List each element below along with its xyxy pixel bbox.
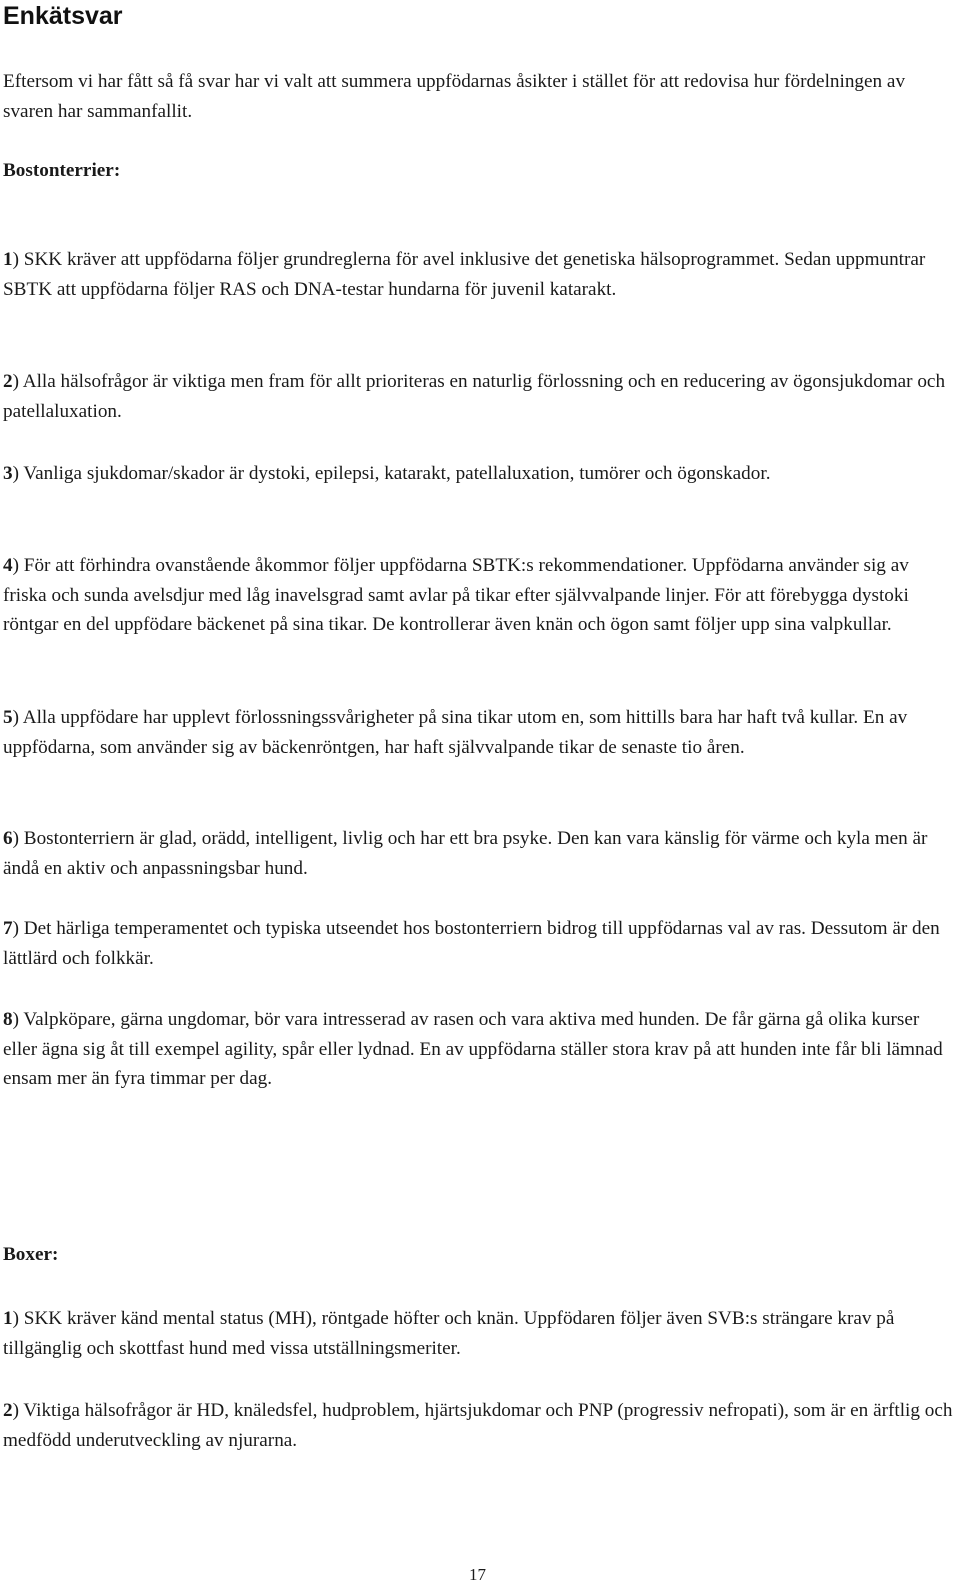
- section-heading-bostonterrier: Bostonterrier:: [3, 160, 121, 181]
- bostonterrier-item-2: 2) Alla hälsofrågor är viktiga men fram för allt prioriteras en naturlig förlossning och en reducering av ögonsjukdomar och patellaluxation.: [3, 371, 946, 422]
- bostonterrier-item-4: 4) För att förhindra ovanstående åkommor följer uppfödarna SBTK:s rekommendationer. Uppfödarna använder sig av friska och sunda avelsdjur med låg inavelsgrad samt avlar på tikar efter självvalpande linjer. För att förebygga dystoki röntgar en del uppfödare bäckenet på sina tikar. De kontrollerar även knän och ögon samt följer upp sina valpkullar.: [3, 555, 909, 635]
- bostonterrier-item-3: 3) Vanliga sjukdomar/skador är dystoki, epilepsi, katarakt, patellaluxation, tumörer och ögonskador.: [3, 463, 771, 484]
- bostonterrier-item-1: 1) SKK kräver att uppfödarna följer grundreglerna för avel inklusive det genetiska hälsoprogrammet. Sedan uppmuntrar SBTK att uppfödarna följer RAS och DNA-testar hundarna för juvenil katarakt.: [3, 249, 926, 300]
- bostonterrier-item-8: 8) Valpköpare, gärna ungdomar, bör vara intresserad av rasen och vara aktiva med hunden. De får gärna gå olika kurser eller ägna sig åt till exempel agility, spår eller lydnad. En av uppfödarna ställer stora krav på att hunden inte får bli lämnad ensam mer än fyra timmar per dag.: [3, 1009, 943, 1089]
- bostonterrier-item-7: 7) Det härliga temperamentet och typiska utseendet hos bostonterriern bidrog till uppfödarnas val av ras. Dessutom är den lättlärd och folkkär.: [3, 918, 940, 969]
- page-number: 17: [469, 1565, 486, 1584]
- page-title: Enkätsvar: [3, 2, 123, 30]
- bostonterrier-item-6: 6) Bostonterriern är glad, orädd, intelligent, livlig och har ett bra psyke. Den kan vara känslig för värme och kyla men är ändå en aktiv och anpassningsbar hund.: [3, 828, 928, 879]
- boxer-item-2: 2) Viktiga hälsofrågor är HD, knäledsfel, hudproblem, hjärtsjukdomar och PNP (progressiv nefropati), som är en ärftlig och medfödd underutveckling av njurarna.: [3, 1400, 953, 1451]
- boxer-item-1: 1) SKK kräver känd mental status (MH), röntgade höfter och knän. Uppfödaren följer även SVB:s strängare krav på tillgänglig och skottfast hund med vissa utställningsmeriter.: [3, 1308, 895, 1359]
- bostonterrier-item-5: 5) Alla uppfödare har upplevt förlossningssvårigheter på sina tikar utom en, som hittills bara har haft två kullar. En av uppfödarna, som använder sig av bäckenröntgen, har haft självvalpande tikar de senaste tio åren.: [3, 707, 908, 758]
- intro-paragraph: Eftersom vi har fått så få svar har vi valt att summera uppfödarnas åsikter i stället för att redovisa hur fördelningen av svaren har sammanfallit.: [3, 71, 906, 122]
- section-heading-boxer: Boxer:: [3, 1244, 59, 1265]
